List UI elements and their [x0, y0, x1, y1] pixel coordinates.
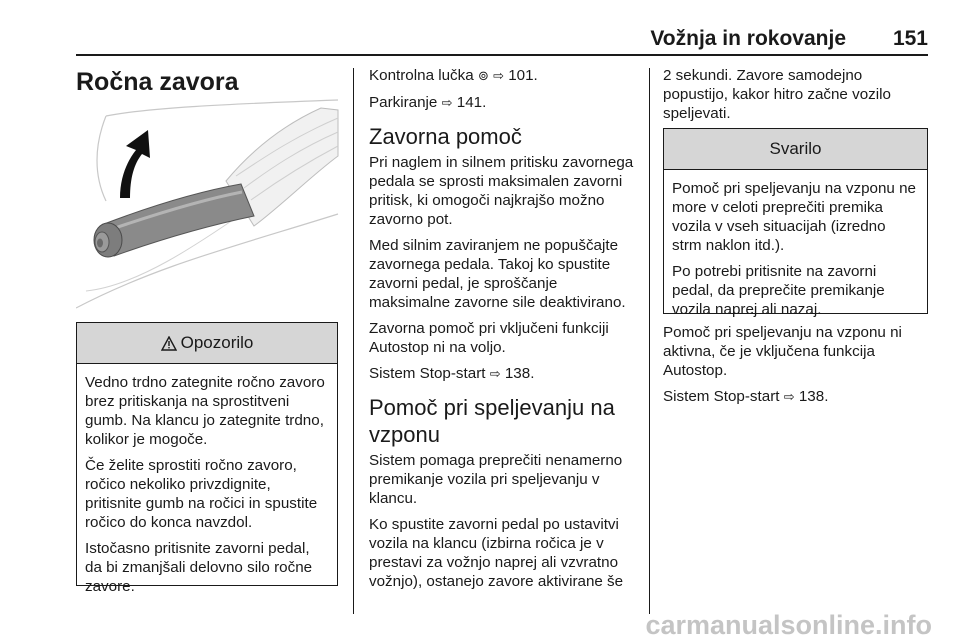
caution-header	[664, 129, 927, 170]
reference-text: Parkiranje	[369, 94, 438, 111]
page-reference-arrow-icon: ⇨	[441, 96, 453, 111]
reference-text: Kontrolna lučka	[369, 67, 474, 84]
reference-page-link[interactable]: 141.	[456, 94, 487, 111]
page-reference-arrow-icon: ⇨	[489, 367, 501, 382]
caution-paragraph: Pomoč pri speljevanju na vzponu ne more v celoti preprečiti premika vozila v vseh situacijah (izredno strm naklon itd.).	[672, 180, 916, 254]
column-divider-right	[649, 68, 650, 614]
warning-paragraph: Istočasno pritisnite zavorni pedal, da bi zmanjšali delovno silo ročne zavore.	[85, 540, 313, 595]
caution-box	[663, 128, 928, 318]
warning-box	[76, 322, 338, 595]
brake-assist-heading: Zavorna pomoč	[369, 124, 522, 149]
warning-lamp-reference	[369, 66, 637, 86]
warning-triangle-icon	[161, 336, 177, 351]
reference-page-link[interactable]: 138.	[798, 388, 829, 405]
right-column-lower	[663, 323, 928, 414]
stop-start-reference	[663, 387, 928, 407]
warning-paragraph: Vedno trdno zategnite ročno zavoro brez pritiskanja na sprostitveni gumb. Na klancu jo zategnite trdno, kolikor je mogoče.	[85, 374, 325, 448]
reference-text: Sistem Stop-start	[369, 365, 486, 382]
body-paragraph: 2 sekundi. Zavore samodejno popustijo, kakor hitro začne vozilo speljevati.	[663, 67, 891, 122]
brake-warning-lamp-icon: ⊚	[477, 69, 489, 84]
body-paragraph: Sistem pomaga preprečiti nenamerno premikanje vozila pri speljevanju v klancu.	[369, 452, 623, 507]
warning-label: Opozorilo	[180, 333, 254, 352]
parking-brake-illustration	[76, 96, 342, 312]
page-number: 151	[892, 27, 928, 50]
body-paragraph: Pomoč pri speljevanju na vzponu ni aktivna, če je vključena funkcija Autostop.	[663, 324, 902, 379]
caution-label: Svarilo	[769, 139, 822, 158]
chapter-title: Vožnja in rokovanje	[650, 27, 846, 50]
watermark: carmanualsonline.info	[645, 610, 932, 640]
body-paragraph: Zavorna pomoč pri vključeni funkciji Autostop ni na voljo.	[369, 320, 609, 356]
middle-column	[369, 66, 637, 598]
reference-text: Sistem Stop-start	[663, 388, 780, 405]
page-header	[76, 20, 928, 56]
page-reference-arrow-icon: ⇨	[783, 390, 795, 405]
reference-page-link[interactable]: 138.	[504, 365, 535, 382]
parking-reference	[369, 93, 637, 113]
section-title: Ročna zavora	[76, 68, 239, 96]
body-paragraph: Ko spustite zavorni pedal po ustavitvi vozila na klancu (izbirna ročica je v prestavi za vožnjo naprej ali vzvratno vožnjo), ostanejo zavore aktivirane še	[369, 516, 624, 590]
body-paragraph: Pri naglem in silnem pritisku zavornega pedala se sprosti maksimalen zavorni pritisk, ki omogoči najkrajšo možno zavorno pot.	[369, 154, 634, 228]
hill-start-assist-heading: Pomoč pri speljevanju na vzponu	[369, 395, 615, 447]
reference-page-link[interactable]: 101.	[508, 67, 538, 84]
body-paragraph: Med silnim zaviranjem ne popuščajte zavornega pedala. Takoj ko spustite zavorni pedal, je sproščanje maksimalne zavorne sile deaktivirano.	[369, 237, 626, 311]
page-reference-arrow-icon: ⇨	[493, 69, 504, 84]
warning-header	[77, 323, 337, 364]
stop-start-reference	[369, 364, 637, 384]
right-column	[663, 66, 928, 130]
caution-paragraph: Po potrebi pritisnite na zavorni pedal, da preprečite premikanje vozila naprej ali nazaj.	[672, 263, 885, 318]
warning-paragraph: Če želite sprostiti ročno zavoro, ročico nekoliko privzdignite, pritisnite gumb na ročici in spustite ročico do konca navzdol.	[85, 457, 318, 531]
column-divider-left	[353, 68, 354, 614]
